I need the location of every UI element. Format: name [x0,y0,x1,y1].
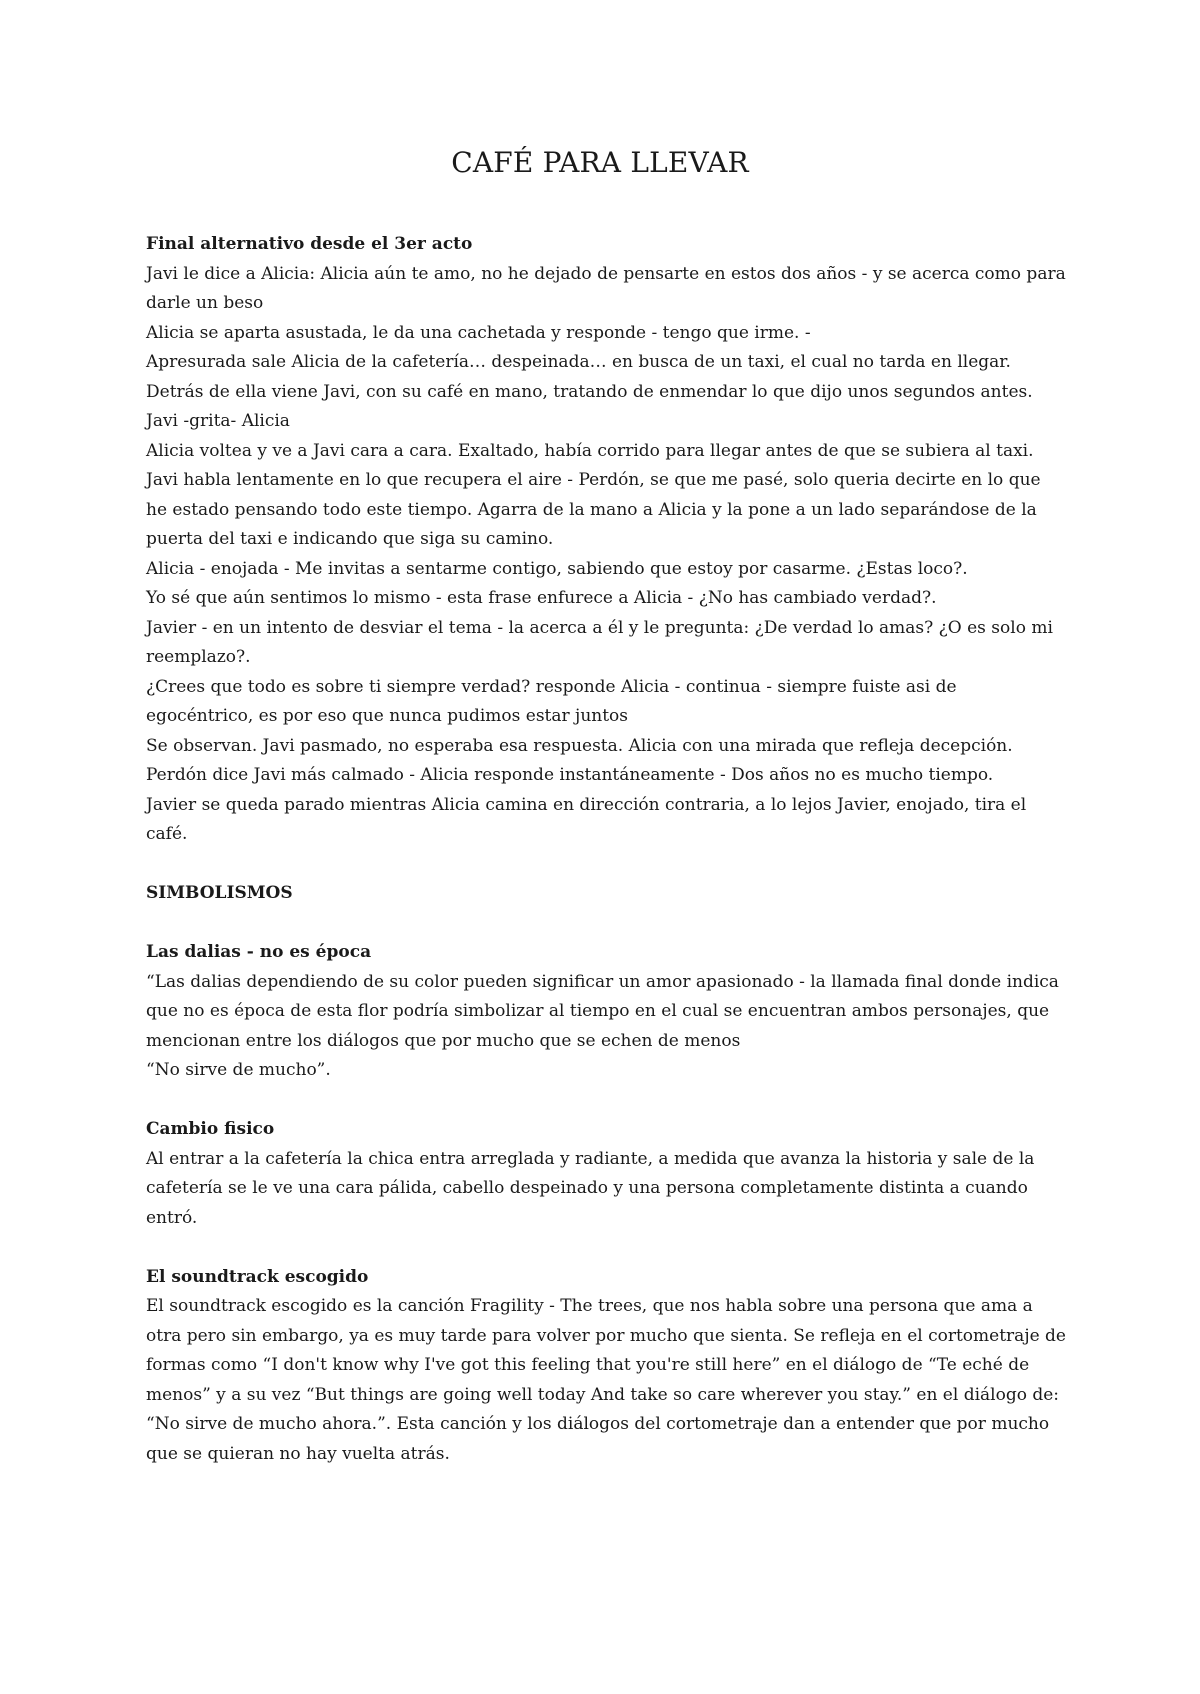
section-cambio-fisico [146,1115,1066,1233]
paragraph: “No sirve de mucho”. [146,1060,331,1080]
paragraph: Detrás de ella viene Javi, con su café en mano, tratando de enmendar lo que dijo unos segundos antes. [146,381,1033,402]
paragraph: Se observan. Javi pasmado, no esperaba esa respuesta. Alicia con una mirada que refleja decepción. [146,735,1013,756]
paragraph: Alicia se aparta asustada, le da una cachetada y responde - tengo que irme. - [146,322,811,343]
spacer [146,1086,1066,1116]
section-simbolismos [146,879,1066,909]
paragraph: Apresurada sale Alicia de la cafetería… despeinada… en busca de un taxi, el cual no tarda en llegar. [146,352,1011,372]
section-heading: Cambio fisico [146,1119,275,1139]
section-heading: SIMBOLISMOS [146,883,293,903]
paragraph: Javi -grita- Alicia [146,411,290,431]
paragraph: Alicia voltea y ve a Javi cara a cara. Exaltado, había corrido para llegar antes de que se subiera al taxi. [146,440,1034,461]
paragraph: Perdón dice Javi más calmado - Alicia responde instantáneamente - Dos años no es mucho tiempo. [146,765,994,785]
section-heading: Final alternativo desde el 3er acto [146,234,473,254]
paragraph: El soundtrack escogido es la canción Fragility - The trees, que nos habla sobre una persona que ama a otra pero sin embargo, ya es muy tarde para volver por mucho que sienta. Se refleja en el cortometraje de formas como “I don't know why I've got this feeling that you're still here” en el diálogo de “Te eché de menos” y a su vez “But things are going well today And take so care wherever you stay.” en el diálogo de: “No sirve de mucho ahora.”. Esta canción y los diálogos del cortometraje dan a entender que por mucho que se quieran no hay vuelta atrás. [146,1296,1066,1464]
spacer [146,850,1066,880]
paragraph: Javi habla lentamente en lo que recupera el aire - Perdón, se que me pasé, solo queria decirte en lo que he estado pensando todo este tiempo. Agarra de la mano a Alicia y la pone a un lado separándose de la puerta del taxi e indicando que siga su camino. [146,470,1041,549]
paragraph: “Las dalias dependiendo de su color pueden significar un amor apasionado - la llamada final donde indica que no es época de esta flor podría simbolizar al tiempo en el cual se encuentran ambos personajes, que mencionan entre los diálogos que por mucho que se echen de menos [146,971,1059,1051]
paragraph: ¿Crees que todo es sobre ti siempre verdad? responde Alicia - continua - siempre fuiste asi de egocéntrico, es por eso que nunca pudimos estar juntos [146,676,957,726]
section-heading: El soundtrack escogido [146,1266,369,1287]
paragraph: Yo sé que aún sentimos lo mismo - esta frase enfurece a Alicia - ¿No has cambiado verdad?. [146,588,937,608]
section-heading: Las dalias - no es época [146,942,372,962]
spacer [146,909,1066,939]
section-las-dalias [146,938,1066,1086]
paragraph: Javier se queda parado mientras Alicia camina en dirección contraria, a lo lejos Javier, enojado, tira el café. [146,794,1027,844]
document-body [146,230,1066,1469]
paragraph: Javier - en un intento de desviar el tema - la acerca a él y le pregunta: ¿De verdad lo amas? ¿O es solo mi reemplazo?. [146,617,1053,667]
paragraph: Al entrar a la cafetería la chica entra arreglada y radiante, a medida que avanza la historia y sale de la cafetería se le ve una cara pálida, cabello despeinado y una persona completamente distinta a cuando entró. [146,1148,1035,1228]
section-final-alternativo [146,230,1066,850]
spacer [146,1233,1066,1263]
paragraph: Alicia - enojada - Me invitas a sentarme contigo, sabiendo que estoy por casarme. ¿Estas loco?. [146,558,968,579]
paragraph: Javi le dice a Alicia: Alicia aún te amo, no he dejado de pensarte en estos dos años - y se acerca como para darle un beso [146,263,1066,313]
section-soundtrack [146,1263,1066,1470]
document-title: CAFÉ PARA LLEVAR [451,146,749,179]
